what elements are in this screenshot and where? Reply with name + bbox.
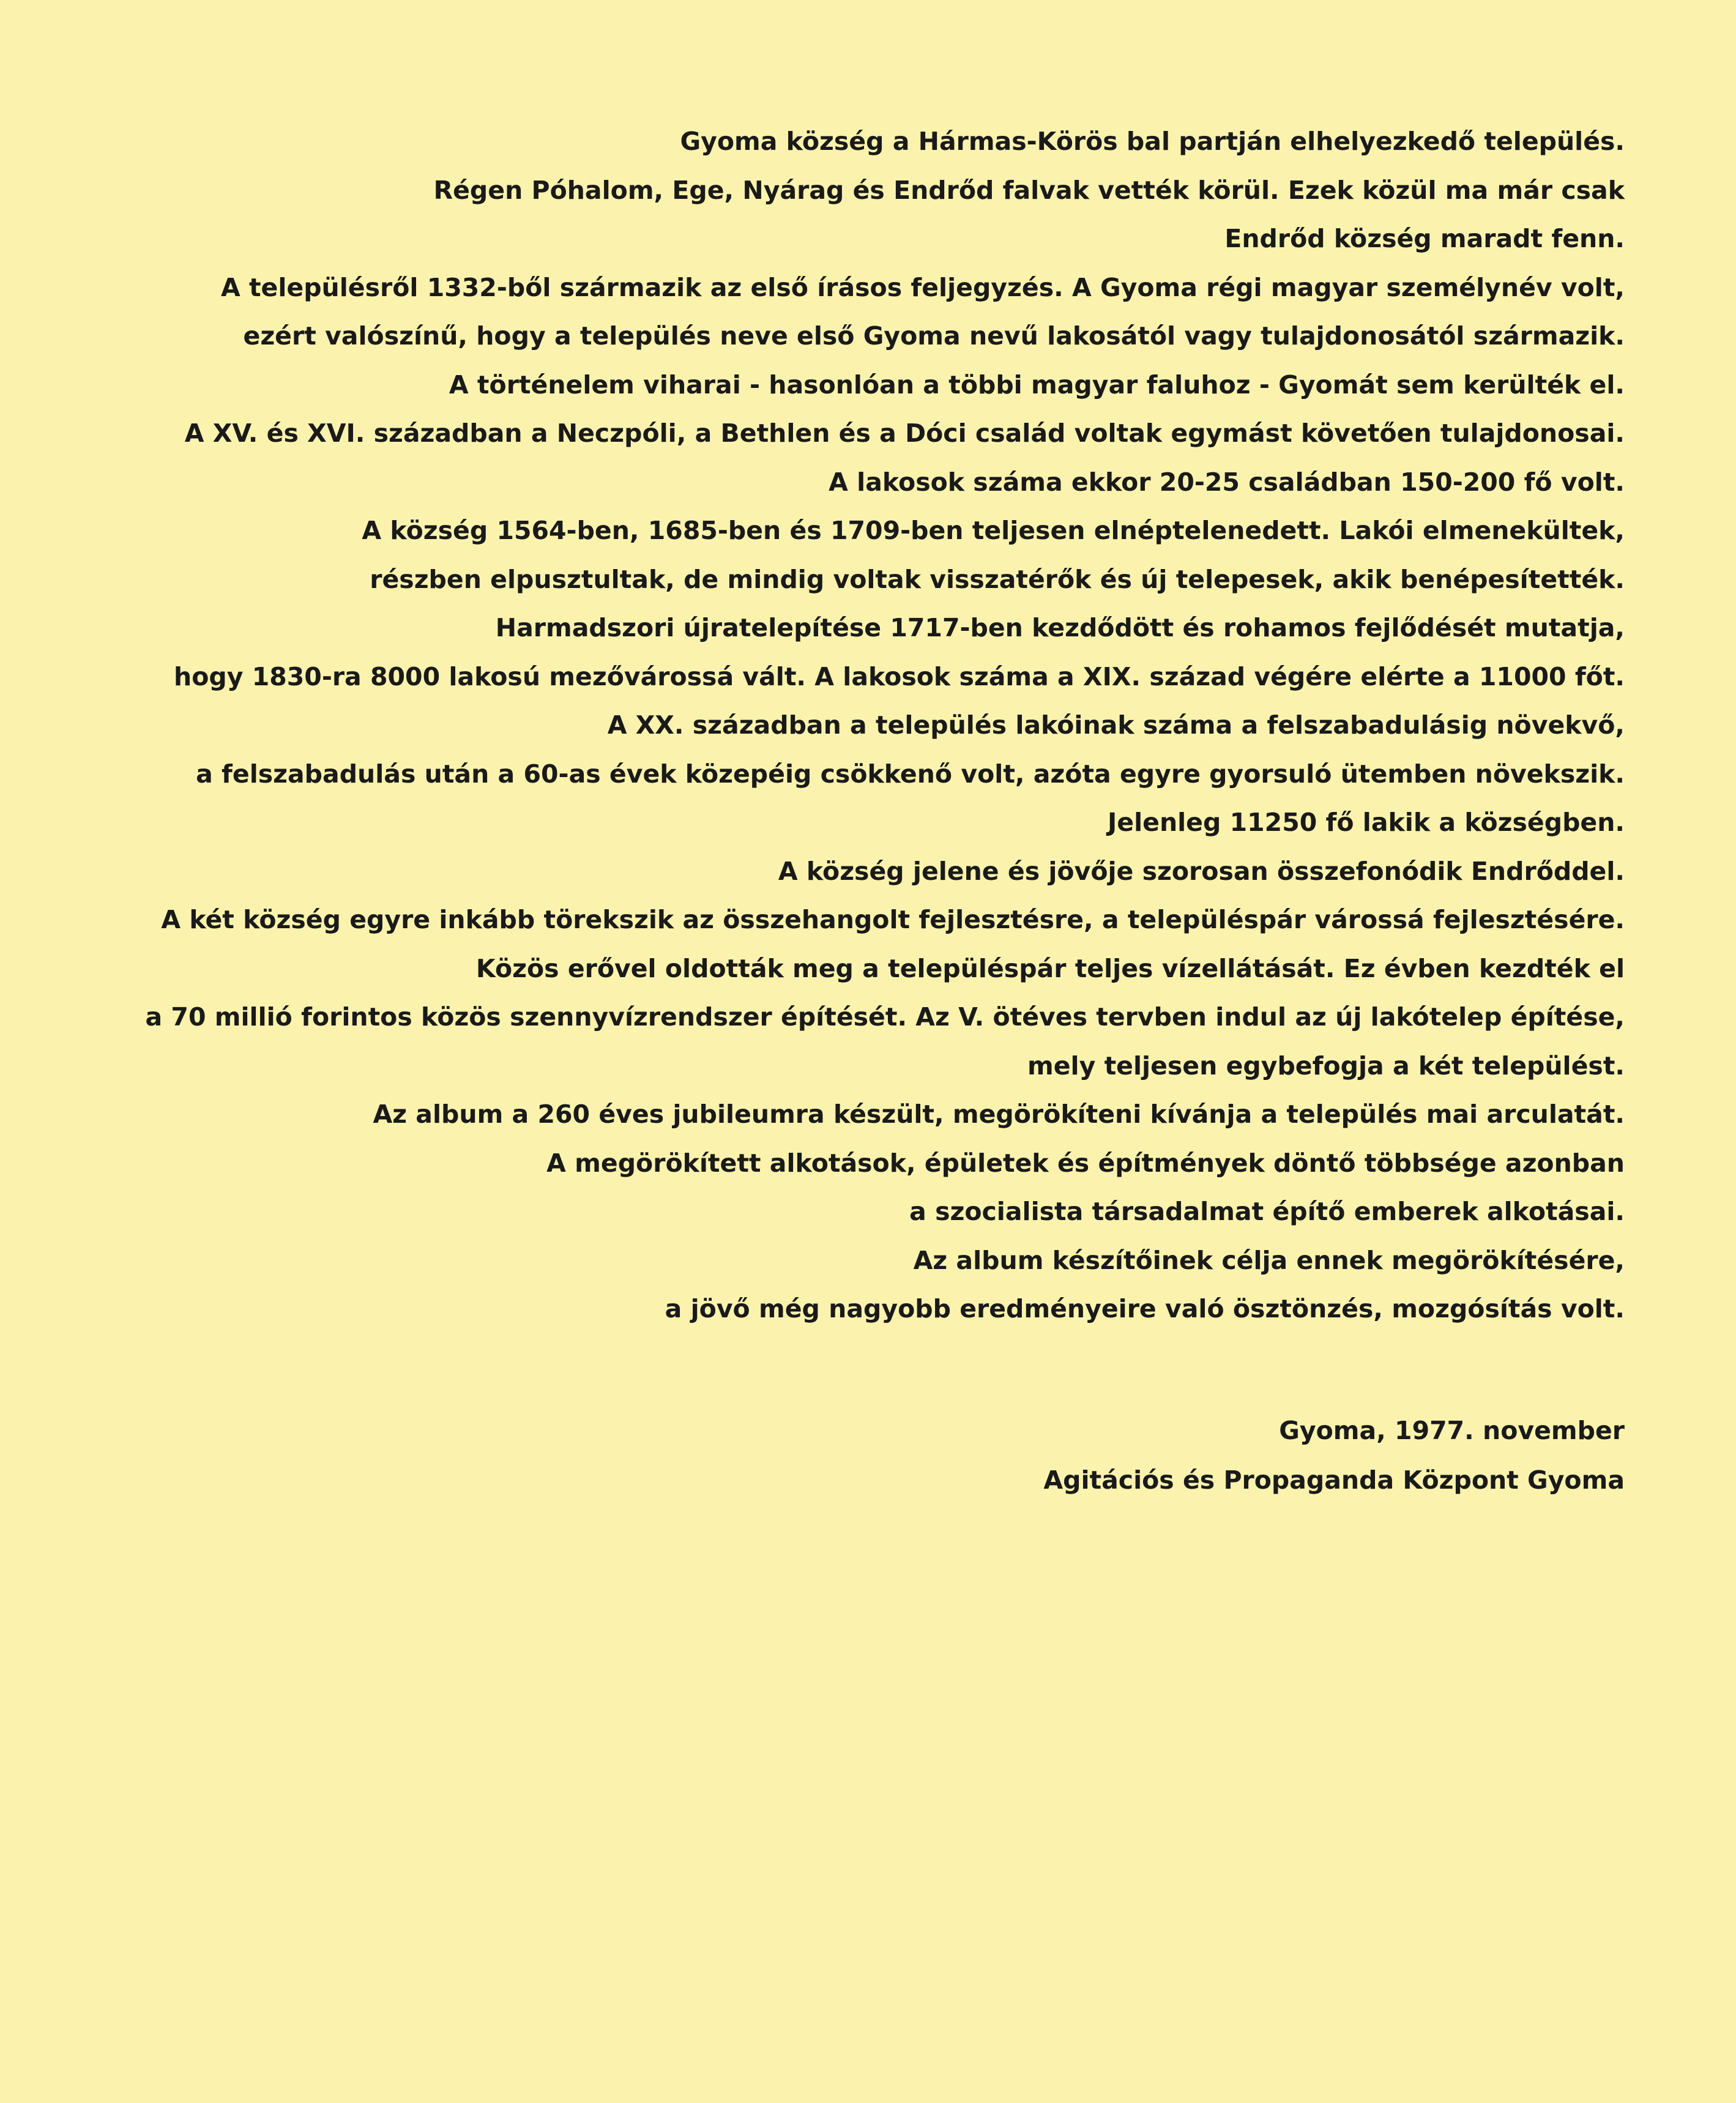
- text-line: A XX. században a település lakóinak száma a felszabadulásig növekvő,: [607, 710, 1625, 740]
- text-line: A településről 1332-ből származik az első írásos feljegyzés. A Gyoma régi magyar személynév volt,: [220, 272, 1625, 302]
- text-line: A lakosok száma ekkor 20-25 családban 150-200 fő volt.: [829, 467, 1625, 497]
- text-line: a 70 millió forintos közös szennyvízrendszer építését. Az V. ötéves tervben indul az új lakótelep építése,: [145, 1002, 1625, 1032]
- text-line: Endrőd község maradt fenn.: [1224, 224, 1625, 253]
- text-line: Az album készítőinek célja ennek megörökítésére,: [913, 1245, 1625, 1275]
- text-line: A község jelene és jövője szorosan összefonódik Endrőddel.: [778, 856, 1625, 886]
- text-line: a szocialista társadalmat építő emberek alkotásai.: [909, 1197, 1625, 1226]
- text-line: A község 1564-ben, 1685-ben és 1709-ben teljesen elnéptelenedett. Lakói elmenekültek,: [362, 516, 1625, 545]
- text-line: Az album a 260 éves jubileumra készült, megörökíteni kívánja a település mai arculatát.: [373, 1100, 1625, 1129]
- text-line: A XV. és XVI. században a Neczpóli, a Bethlen és a Dóci család voltak egymást követően tulajdonosai.: [184, 419, 1625, 448]
- text-line: mely teljesen egybefogja a két települést.: [1027, 1051, 1625, 1081]
- text-line: A megörökített alkotások, épületek és építmények döntő többsége azonban: [546, 1148, 1625, 1178]
- text-line: A két község egyre inkább törekszik az összehangolt fejlesztésre, a településpár várossá fejlesztésére.: [161, 905, 1625, 934]
- text-line: hogy 1830-ra 8000 lakosú mezővárossá vált. A lakosok száma a XIX. század végére elérte a 11000 főt.: [174, 661, 1625, 691]
- text-line: a felszabadulás után a 60-as évek közepéig csökkenő volt, azóta egyre gyorsuló ütemben növekszik.: [196, 759, 1625, 789]
- text-line: ezért valószínű, hogy a település neve első Gyoma nevű lakosától vagy tulajdonosától származik.: [243, 321, 1625, 351]
- text-line: Gyoma község a Hármas-Körös bal partján elhelyezkedő település.: [680, 127, 1625, 156]
- text-line: Harmadszori újratelepítése 1717-ben kezdődött és rohamos fejlődését mutatja,: [495, 613, 1625, 642]
- text-line: a jövő még nagyobb eredményeire való ösztönzés, mozgósítás volt.: [665, 1294, 1625, 1323]
- main-text: [92, 117, 1625, 1334]
- signature-author: Agitációs és Propaganda Központ Gyoma: [1043, 1465, 1625, 1495]
- text-line: A történelem viharai - hasonlóan a többi magyar faluhoz - Gyomát sem kerülték el.: [449, 370, 1625, 400]
- signature-date: Gyoma, 1977. november: [1279, 1416, 1625, 1445]
- text-line: részben elpusztultak, de mindig voltak visszatérők és új telepesek, akik benépesítették.: [370, 564, 1625, 594]
- text-line: Régen Póhalom, Ege, Nyárag és Endrőd falvak vették körül. Ezek közül ma már csak: [433, 175, 1625, 205]
- signature-block: [92, 1406, 1625, 1505]
- text-line: Jelenleg 11250 fő lakik a községben.: [1108, 808, 1625, 837]
- text-line: Közös erővel oldották meg a településpár teljes vízellátását. Ez évben kezdték el: [475, 953, 1625, 983]
